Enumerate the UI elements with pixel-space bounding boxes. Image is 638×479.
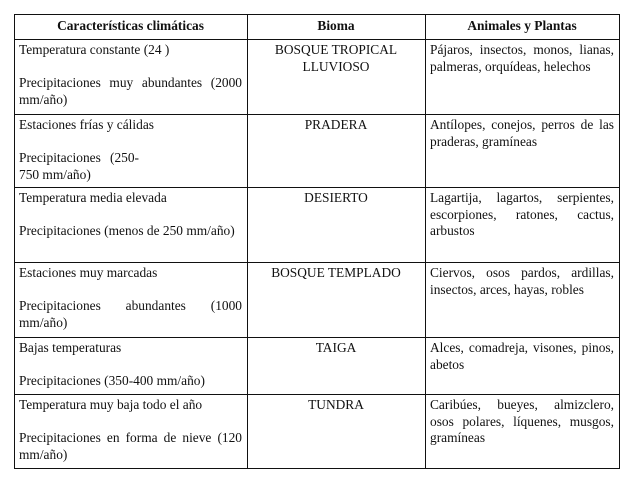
climate-temperature: Temperatura constante (24 ) <box>19 42 170 57</box>
animals-plants-cell: Lagartija, lagartos, serpientes, escorpiones, ratones, cactus, arbustos <box>426 188 620 263</box>
biome-cell: DESIERTO <box>248 188 426 263</box>
climate-temperature: Estaciones frías y cálidas <box>19 117 154 132</box>
climate-temperature: Estaciones muy marcadas <box>19 265 158 280</box>
climate-precipitation: Precipitaciones (250-750 mm/año) <box>19 150 139 182</box>
climate-precipitation: Precipitaciones (menos de 250 mm/año) <box>19 223 235 238</box>
biome-cell: PRADERA <box>248 115 426 188</box>
animals-plants-cell: Ciervos, osos pardos, ardillas, insectos, arces, hayas, robles <box>426 263 620 338</box>
climate-precipitation: Precipitaciones en forma de nieve (120 mm/año) <box>19 430 242 462</box>
header-climate: Características climáticas <box>15 15 248 40</box>
table-row <box>15 115 620 188</box>
climate-cell <box>15 40 248 115</box>
header-biome: Bioma <box>248 15 426 40</box>
climate-precipitation: Precipitaciones muy abundantes (2000 mm/año) <box>19 75 242 107</box>
climate-precipitation: Precipitaciones abundantes (1000 mm/año) <box>19 298 242 330</box>
climate-cell <box>15 263 248 338</box>
climate-cell <box>15 338 248 395</box>
biome-cell: TAIGA <box>248 338 426 395</box>
table-row <box>15 338 620 395</box>
climate-precipitation: Precipitaciones (350-400 mm/año) <box>19 373 205 388</box>
animals-plants-cell: Antílopes, conejos, perros de las praderas, gramíneas <box>426 115 620 188</box>
table-row <box>15 395 620 469</box>
biome-cell: TUNDRA <box>248 395 426 469</box>
animals-plants-cell: Pájaros, insectos, monos, lianas, palmeras, orquídeas, helechos <box>426 40 620 115</box>
animals-plants-cell: Caribúes, bueyes, almizclero, osos polares, líquenes, musgos, gramíneas <box>426 395 620 469</box>
climate-temperature: Bajas temperaturas <box>19 340 122 355</box>
header-animals-plants: Animales y Plantas <box>426 15 620 40</box>
climate-cell <box>15 395 248 469</box>
table-row <box>15 263 620 338</box>
table-row <box>15 188 620 263</box>
table-header-row <box>15 15 620 40</box>
climate-temperature: Temperatura muy baja todo el año <box>19 397 203 412</box>
animals-plants-cell: Alces, comadreja, visones, pinos, abetos <box>426 338 620 395</box>
biome-cell: BOSQUE TEMPLADO <box>248 263 426 338</box>
climate-cell <box>15 188 248 263</box>
biomes-table <box>14 14 620 469</box>
climate-temperature: Temperatura media elevada <box>19 190 167 205</box>
climate-cell <box>15 115 248 188</box>
biome-cell: BOSQUE TROPICAL LLUVIOSO <box>248 40 426 115</box>
table-row <box>15 40 620 115</box>
